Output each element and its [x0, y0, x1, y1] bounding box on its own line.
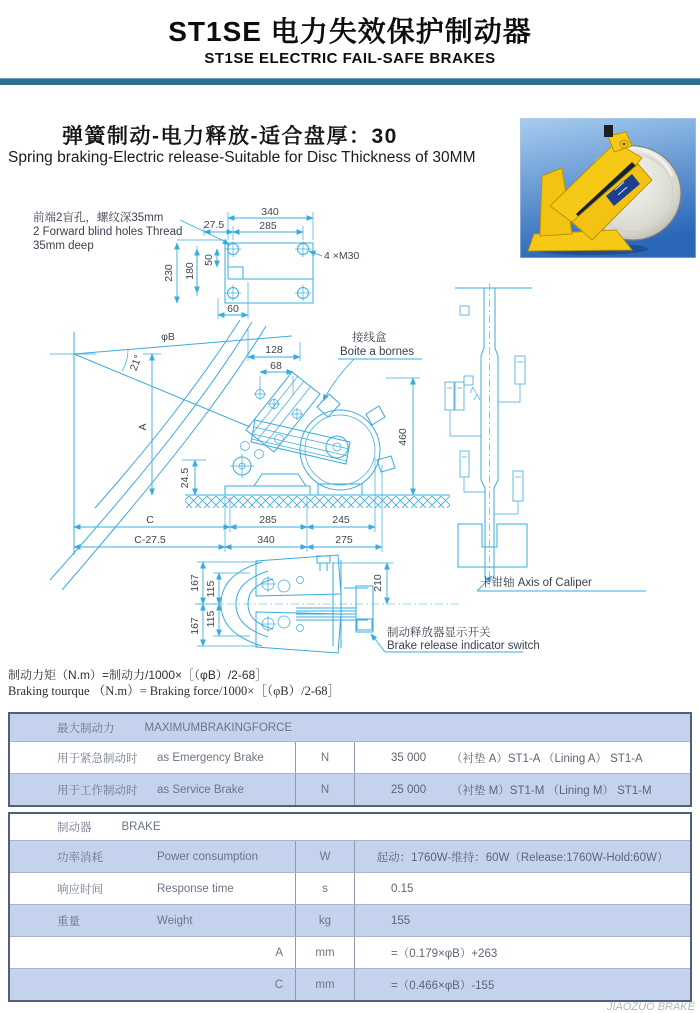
- release-switch-label: Brake release indicator switch: [387, 640, 540, 652]
- accent-bar: [0, 78, 700, 85]
- row-label-zh: 功率消耗: [57, 851, 103, 864]
- table-row: [10, 968, 690, 1000]
- page-title: ST1SE 电力失效保护制动器: [168, 16, 532, 47]
- dim-label: 27.5: [203, 219, 225, 231]
- feature-heading-zh: 弹簧制动-电力释放-适合盘厚：30: [62, 125, 398, 148]
- dim-label: 180: [184, 262, 196, 280]
- row-unit: N: [295, 742, 355, 773]
- section-title-zh: 最大制动力: [57, 722, 115, 735]
- dim-label: 115: [205, 610, 217, 628]
- junction-box-label: Boite a bornes: [340, 346, 415, 358]
- technical-drawing: [0, 190, 700, 670]
- dim-label: 460: [397, 428, 409, 446]
- dim-label: 285: [259, 514, 277, 526]
- dim-label: 340: [257, 534, 275, 546]
- row-label-en: Weight: [157, 914, 193, 927]
- dim-label: 21°: [127, 353, 145, 373]
- formula-line-en: Braking tourque （N.m）= Braking force/1000×［（φB）/2-68］: [8, 684, 341, 698]
- top-view: [189, 555, 540, 653]
- section-title-en: MAXIMUMBRAKINGFORCE: [144, 721, 293, 734]
- table-row: [10, 936, 690, 968]
- row-unit: kg: [295, 905, 355, 936]
- dim-label: C: [146, 514, 154, 526]
- dim-label: 24.5: [179, 467, 191, 489]
- tolerance-frames: [445, 356, 525, 501]
- caliper-assembly: [225, 372, 395, 495]
- formula-line-zh: 制动力矩（N.m）=制动力/1000×［（φB）/2-68］: [8, 668, 268, 682]
- dim-label: C-27.5: [134, 534, 166, 546]
- spec-section-brake: [8, 812, 692, 1002]
- watermark: JIAOZUO BRAKE: [606, 1001, 695, 1013]
- dim-label: 245: [332, 514, 350, 526]
- formula-block: [8, 667, 340, 699]
- dim-label: 60: [227, 303, 239, 315]
- table-row: [10, 872, 690, 904]
- row-value: 起动：1760W-维持：60W（Release:1760W-Hold:60W）: [376, 851, 669, 864]
- table-section-header: [10, 814, 690, 840]
- dim-label: 285: [259, 220, 277, 232]
- row-value: =（0.179×φB）+263: [391, 947, 498, 960]
- table-row: [10, 904, 690, 936]
- dim-label: 340: [261, 206, 279, 218]
- row-value: =（0.466×φB）-155: [391, 979, 495, 992]
- table-row: [10, 741, 690, 773]
- row-label-en: as Service Brake: [157, 783, 244, 796]
- plate-note: 2 Forward blind holes Thread: [33, 226, 183, 238]
- row-label-zh: 响应时间: [57, 883, 103, 896]
- dim-label: 167: [189, 617, 201, 635]
- row-label-zh: 重量: [57, 915, 80, 928]
- section-title-en: BRAKE: [121, 821, 161, 833]
- dim-label: φB: [161, 331, 175, 343]
- plate-view: [33, 206, 359, 319]
- spec-section-max-force: [8, 712, 692, 807]
- dim-label: 68: [270, 360, 282, 372]
- dim-label: A: [137, 423, 149, 431]
- dim-label: 275: [335, 534, 353, 546]
- row-note: （衬垫 A）ST1-A （Lining A） ST1-A: [451, 752, 643, 765]
- dim-label: 230: [163, 264, 175, 282]
- release-switch-label: 制动释放器显示开关: [387, 627, 491, 639]
- section-title-zh: 制动器: [57, 822, 92, 834]
- page-subtitle: ST1SE ELECTRIC FAIL-SAFE BRAKES: [204, 50, 496, 67]
- row-label-zh: 用于紧急制动时: [57, 752, 138, 765]
- row-key: C: [274, 978, 283, 991]
- row-value: 0.15: [391, 882, 414, 895]
- row-value: 155: [391, 914, 411, 927]
- dim-label: 167: [189, 574, 201, 592]
- dim-label: 50: [203, 254, 215, 266]
- table-section-header: [10, 714, 690, 741]
- dim-label: 128: [265, 344, 283, 356]
- row-unit: mm: [295, 969, 355, 1000]
- base-hatch: [458, 524, 527, 567]
- side-view: [50, 320, 450, 590]
- thread-label: 4 ×M30: [324, 250, 360, 262]
- row-label-zh: 用于工作制动时: [57, 784, 138, 797]
- dim-label: 210: [372, 574, 384, 592]
- row-unit: N: [295, 774, 355, 805]
- row-value: 35 000: [391, 751, 427, 764]
- plate-holes: [225, 241, 311, 301]
- row-unit: W: [295, 841, 355, 872]
- axis-of-caliper-label: 卡钳轴 Axis of Caliper: [480, 577, 592, 589]
- row-label-en: Power consumption: [157, 850, 258, 863]
- row-key: A: [275, 946, 283, 959]
- row-note: （衬垫 M）ST1-M （Lining M） ST1-M: [451, 784, 652, 797]
- feature-heading-en: Spring braking-Electric release-Suitable for Disc Thickness of 30MM: [8, 149, 476, 166]
- caliper-bolts: [241, 388, 304, 459]
- row-unit: mm: [295, 937, 355, 968]
- row-label-en: Response time: [157, 882, 234, 895]
- row-label-en: as Emergency Brake: [157, 751, 264, 764]
- table-row: [10, 840, 690, 872]
- plate-note: 前端2盲孔，螺纹深35mm: [33, 212, 164, 224]
- dim-label: 115: [205, 580, 217, 598]
- row-value: 25 000: [391, 783, 427, 796]
- row-unit: s: [295, 873, 355, 904]
- table-row: [10, 773, 690, 805]
- plate-note: 35mm deep: [33, 240, 94, 252]
- junction-box-label: 接线盒: [352, 332, 387, 344]
- disc-arcs: [50, 320, 266, 590]
- spec-table: [8, 712, 692, 1002]
- shaft-view: [445, 283, 646, 591]
